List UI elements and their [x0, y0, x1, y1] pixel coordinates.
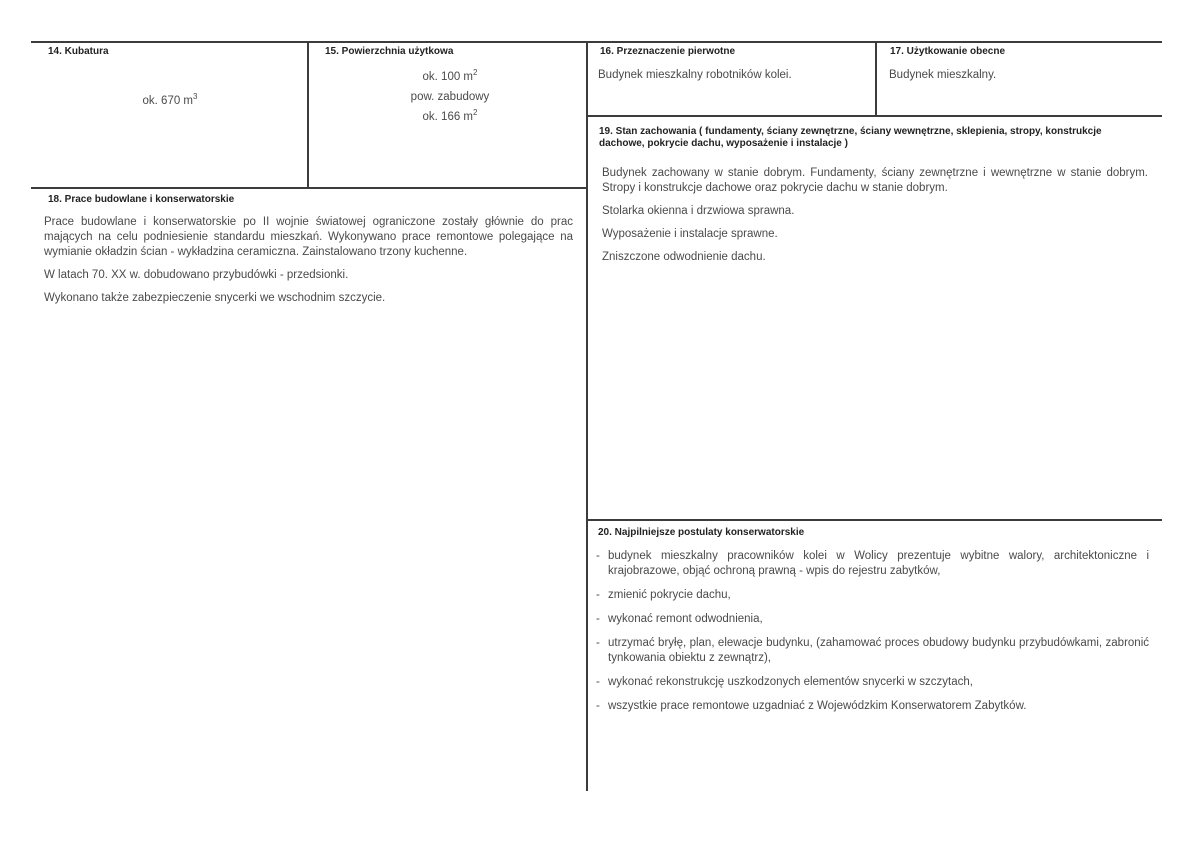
postulat-item: - wszystkie prace remontowe uzgadniać z Wojewódzkim Konserwatorem Zabytków.	[596, 699, 1149, 714]
powierzchnia-values	[330, 67, 570, 127]
divider-14-15	[307, 41, 309, 188]
postulaty-body	[596, 549, 1149, 723]
prace-paragraph-3: Wykonano także zabezpieczenie snycerki we wschodnim szczycie.	[44, 292, 386, 304]
prace-paragraph-2: W latach 70. XX w. dobudowano przybudówki - przedsionki.	[44, 269, 349, 281]
postulat-item: - zmienić pokrycie dachu,	[596, 588, 1149, 603]
postulat-item: - utrzymać bryłę, plan, elewacje budynku, (zahamować proces obudowy budynku przybudówkami, zabronić tynkowania obiektu z zewnątrz),	[596, 636, 1149, 666]
border-below-14-15	[31, 187, 587, 189]
postulat-item: - wykonać rekonstrukcję uszkodzonych elementów snycerki w szczytach,	[596, 675, 1149, 690]
prace-body	[44, 215, 573, 314]
postulaty-list	[596, 549, 1149, 714]
border-below-19	[586, 519, 1162, 521]
kubatura-value	[60, 94, 280, 109]
top-border	[31, 41, 1162, 43]
stan-paragraph-1: Budynek zachowany w stanie dobrym. Fundamenty, ściany zewnętrzne i wewnętrzne w stanie dobrym. Stropy i konstrukcje dachowe oraz pokrycie dachu w stanie dobrym.	[602, 167, 1148, 194]
divider-15-16	[586, 41, 588, 791]
przeznaczenie-header: 16. Przeznaczenie pierwotne	[600, 46, 736, 57]
powierzchnia-header: 15. Powierzchnia użytkowa	[325, 46, 454, 57]
uzytkowanie-header: 17. Użytkowanie obecne	[890, 46, 1006, 57]
stan-body	[602, 166, 1148, 273]
kubatura-header: 14. Kubatura	[48, 46, 109, 57]
przeznaczenie-value: Budynek mieszkalny robotników kolei.	[598, 69, 792, 81]
prace-header: 18. Prace budowlane i konserwatorskie	[48, 194, 235, 205]
postulat-item: - budynek mieszkalny pracowników kolei w Wolicy prezentuje wybitne walory, architektoniczne i krajobrazowe, objąć ochroną prawną - wpis do rejestru zabytków,	[596, 549, 1149, 579]
kubatura-unit-sup: 3	[193, 92, 198, 102]
border-below-16-17	[586, 115, 1162, 117]
postulaty-header: 20. Najpilniejsze postulaty konserwatorskie	[598, 527, 805, 538]
uzytkowanie-value: Budynek mieszkalny.	[889, 69, 997, 81]
stan-header: 19. Stan zachowania ( fundamenty, ściany zewnętrzne, ściany wewnętrzne, sklepienia, stropy, konstrukcje dachowe, pokrycie dachu, wyposażenie i instalacje )	[599, 126, 1102, 149]
stan-paragraph-2: Stolarka okienna i drzwiowa sprawna.	[602, 205, 795, 217]
prace-paragraph-1: Prace budowlane i konserwatorskie po II wojnie światowej ograniczone zostały głównie do prac mających na celu podniesienie standardu mieszkań. Wykonywano prace remontowe polegające na wymianie okładzin ścian - wykładzina ceramiczna. Zainstalowano trzony kuchenne.	[44, 216, 573, 258]
stan-paragraph-4: Zniszczone odwodnienie dachu.	[602, 251, 766, 263]
divider-16-17	[875, 41, 877, 115]
kubatura-value-text: ok. 670 m	[142, 95, 194, 107]
powierzchnia-line2: pow. zabudowy	[410, 91, 490, 103]
powierzchnia-line3: ok. 166 $m^2$	[422, 108, 478, 123]
powierzchnia-line1: ok. 100 $m^2$	[422, 68, 478, 83]
stan-paragraph-3: Wyposażenie i instalacje sprawne.	[602, 228, 778, 240]
postulat-item: - wykonać remont odwodnienia,	[596, 612, 1149, 627]
